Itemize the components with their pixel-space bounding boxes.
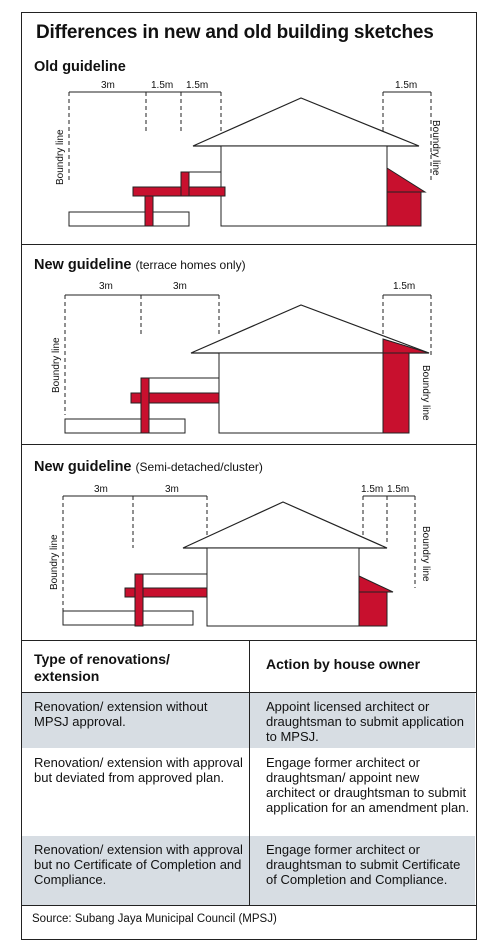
- boundary-label-right: Boundry line: [420, 365, 431, 421]
- house-roof: [183, 502, 387, 548]
- table-column-divider: [249, 640, 250, 905]
- dim-label: 3m: [165, 484, 179, 495]
- dim-label: 1.5m: [395, 80, 418, 91]
- boundary-label-left: Boundry line: [49, 534, 60, 590]
- table-header-type: Type of renovations/ extension: [34, 651, 170, 684]
- table-cell-type: Renovation/ extension with approval but deviated from approved plan.: [34, 755, 243, 785]
- dim-label: 1.5m: [361, 484, 384, 495]
- old-guideline-sketch: [21, 70, 477, 240]
- page-title: Differences in new and old building sketches: [36, 22, 434, 43]
- house-body: [221, 146, 387, 226]
- dim-label: 1.5m: [151, 80, 174, 91]
- dim-label: 3m: [94, 484, 108, 495]
- new-semidetached-sketch: [21, 478, 477, 638]
- table-header-divider: [21, 692, 477, 693]
- extension-canopy: [133, 187, 225, 196]
- extension-upper: [135, 574, 207, 588]
- boundary-label-right: Boundry line: [420, 526, 431, 582]
- house-roof: [193, 98, 419, 146]
- extension-post: [141, 378, 149, 433]
- dim-label: 3m: [99, 281, 113, 292]
- source-note: Source: Subang Jaya Municipal Council (MPSJ): [32, 913, 277, 925]
- table-cell-type: Renovation/ extension with approval but no Certificate of Completion and Compliance.: [34, 842, 243, 887]
- table-cell-type: Renovation/ extension without MPSJ approval.: [34, 699, 208, 729]
- boundary-label-left: Boundry line: [55, 129, 66, 185]
- section-subtitle: (terrace homes only): [135, 258, 246, 272]
- dim-label: 1.5m: [387, 484, 410, 495]
- ground-slab: [69, 212, 189, 226]
- divider: [21, 444, 477, 445]
- ground-slab: [65, 419, 185, 433]
- table-cell-action: Engage former architect or draughtsman to submit Certificate of Completion and Compliance.: [266, 842, 461, 887]
- extension-post: [135, 574, 143, 626]
- dim-label: 1.5m: [186, 80, 209, 91]
- rear-extension-roof: [383, 339, 429, 353]
- section-title-text: New guideline: [34, 459, 132, 475]
- section-new-terrace-title: [34, 257, 246, 273]
- section-title-text: Old guideline: [34, 59, 126, 75]
- house-body: [219, 353, 383, 433]
- extension-post: [181, 172, 189, 196]
- dim-label: 1.5m: [393, 281, 416, 292]
- rear-extension: [383, 353, 409, 433]
- rear-extension-roof: [359, 576, 393, 592]
- section-title-text: New guideline: [34, 257, 132, 273]
- dim-label: 3m: [173, 281, 187, 292]
- boundary-label-right: Boundry line: [430, 120, 441, 176]
- house-body: [207, 548, 359, 626]
- rear-extension-roof: [387, 168, 425, 192]
- dim-label: 3m: [101, 80, 115, 91]
- table-cell-action: Appoint licensed architect or draughtsman to submit application to MPSJ.: [266, 699, 465, 744]
- ground-slab: [63, 611, 193, 625]
- extension-upper: [141, 378, 219, 393]
- boundary-label-left: Boundry line: [51, 337, 62, 393]
- new-terrace-sketch: [21, 275, 477, 435]
- section-new-semidetached-title: [34, 459, 263, 475]
- section-subtitle: (Semi-detached/cluster): [135, 460, 263, 474]
- table-bottom-divider: [21, 905, 477, 906]
- extension-post: [145, 196, 153, 226]
- divider: [21, 244, 477, 245]
- table-cell-action: Engage former architect or draughtsman/ appoint new architect or draughtsman to submit application for an amendment plan.: [266, 755, 470, 815]
- rear-extension: [359, 592, 387, 626]
- rear-extension: [387, 192, 421, 226]
- table-header-action: Action by house owner: [266, 656, 421, 672]
